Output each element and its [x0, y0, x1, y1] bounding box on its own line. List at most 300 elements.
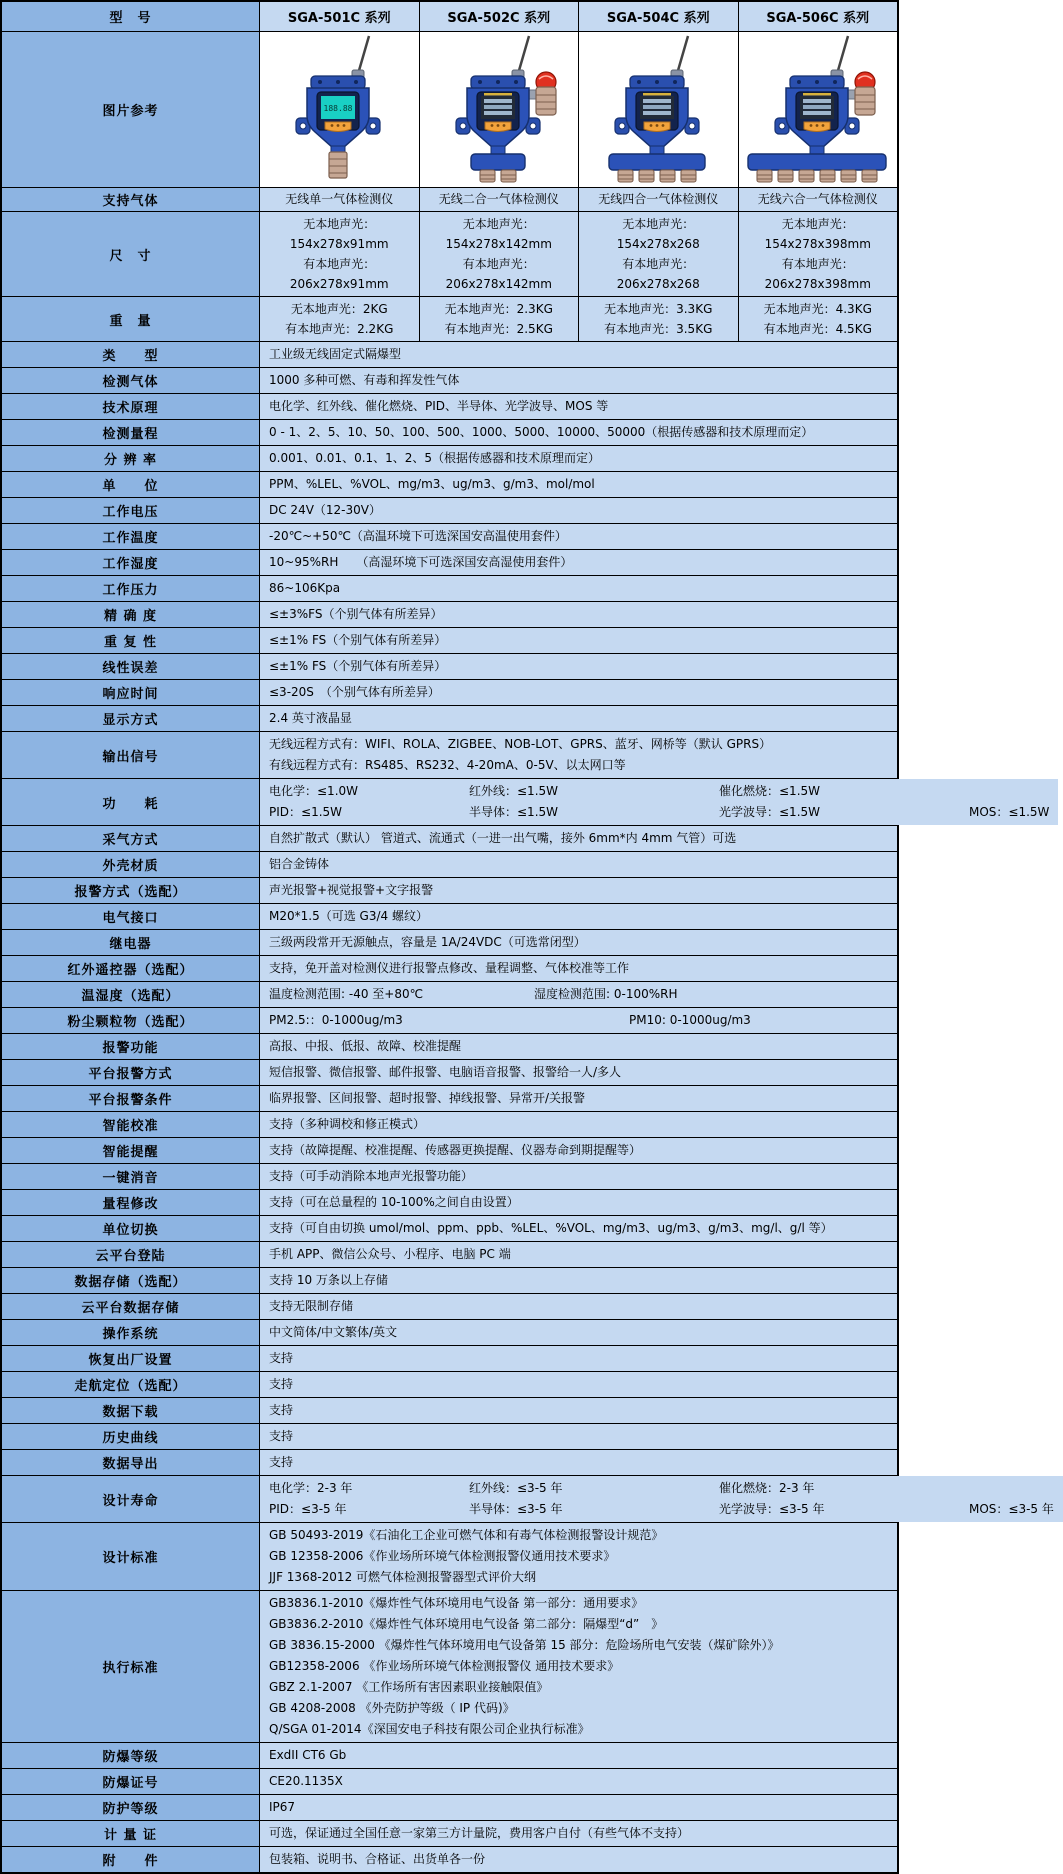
value-line [269, 1088, 888, 1109]
row-value-cell [260, 1523, 897, 1590]
row-value [260, 472, 897, 497]
value-line [269, 1593, 888, 1614]
value-segment: 电化学、红外线、催化燃烧、PID、半导体、光学波导、MOS 等 [269, 399, 609, 413]
value-segment: GB 12358-2006《作业场所环境气体检测报警仪通用技术要求》 [269, 1549, 616, 1563]
row-label: 平台报警方式 [2, 1060, 260, 1085]
value-line [269, 1166, 888, 1187]
gas-value [579, 188, 739, 211]
spec-row [2, 498, 897, 524]
value-line [269, 630, 888, 651]
size-line: 无本地声光：154x278x142mm [445, 217, 552, 251]
spec-row [2, 1242, 897, 1268]
row-value-cell [260, 982, 897, 1007]
value-line [269, 828, 888, 849]
product-image-sga506c [739, 32, 898, 187]
model-header-sga501c: SGA-501C 系列 [260, 2, 420, 31]
value-line [269, 552, 888, 573]
row-label: 显示方式 [2, 706, 260, 731]
row-value-cell [260, 956, 897, 981]
row-value [260, 982, 897, 1007]
value-segment: 10~95%RH （高湿环境下可选深国安高湿使用套件） [269, 555, 573, 569]
value-line [269, 1567, 888, 1588]
spec-row [2, 826, 897, 852]
value-line [269, 1797, 888, 1818]
row-value-cell [260, 1216, 897, 1241]
row-value-cell [260, 1190, 897, 1215]
spec-row [2, 394, 897, 420]
row-label: 采气方式 [2, 826, 260, 851]
row-label: 恢复出厂设置 [2, 1346, 260, 1371]
row-value [260, 1320, 897, 1345]
row-value-cell [260, 628, 897, 653]
row-value [260, 1476, 1063, 1522]
row-label: 工作湿度 [2, 550, 260, 575]
value-line [269, 1478, 1054, 1499]
row-label: 外壳材质 [2, 852, 260, 877]
value-segment: 光学波导：≤3-5 年 [719, 1502, 825, 1516]
row-label: 智能提醒 [2, 1138, 260, 1163]
spec-row [2, 1112, 897, 1138]
spec-row [2, 706, 897, 732]
weight-line: 有本地声光：4.5KG [763, 322, 872, 336]
value-line [269, 1296, 888, 1317]
row-value [260, 1112, 897, 1137]
value-line [269, 1374, 888, 1395]
weight-value [260, 297, 420, 341]
row-value [260, 420, 897, 445]
value-segment: ≤±1% FS（个别气体有所差异） [269, 659, 447, 673]
value-line [269, 906, 888, 927]
spec-row [2, 1034, 897, 1060]
value-line [269, 1062, 888, 1083]
row-label: 附 件 [2, 1847, 260, 1872]
product-image-sga504c [579, 32, 739, 187]
row-label: 检测气体 [2, 368, 260, 393]
row-value [260, 342, 897, 367]
row-label: 走航定位（选配） [2, 1372, 260, 1397]
value-segment: 红外线：≤3-5 年 [469, 1481, 563, 1495]
value-line [269, 958, 888, 979]
spec-row [2, 1346, 897, 1372]
row-label: 设计标准 [2, 1523, 260, 1590]
value-segment: 支持（可自由切换 umol/mol、ppm、ppb、%LEL、%VOL、mg/m3、ug/m3、g/m3、mg/l、g/l 等） [269, 1221, 833, 1235]
spec-row [2, 1086, 897, 1112]
row-value [260, 1164, 897, 1189]
value-line [269, 1036, 888, 1057]
row-value-cell [260, 1320, 897, 1345]
value-segment: GBZ 2.1-2007 《工作场所有害因素职业接触限值》 [269, 1680, 549, 1694]
value-segment: 支持（可在总量程的 10-100%之间自由设置） [269, 1195, 519, 1209]
row-label: 支持气体 [2, 188, 260, 211]
row-value [260, 1086, 897, 1111]
row-value [260, 576, 897, 601]
value-segment: Q/SGA 01-2014《深国安电子科技有限公司企业执行标准》 [269, 1722, 590, 1736]
value-segment: 无线远程方式有：WIFI、ROLA、ZIGBEE、NOB-LOT、GPRS、蓝牙、网桥等（默认 GPRS） [269, 737, 772, 751]
row-value-cell [260, 472, 897, 497]
row-label: 一键消音 [2, 1164, 260, 1189]
value-segment: 有线远程方式有：RS485、RS232、4-20mA、0-5V、以太网口等 [269, 758, 626, 772]
value-segment: 支持 [269, 1455, 294, 1469]
row-value [260, 826, 897, 851]
row-value [260, 1847, 897, 1872]
row-value-cell [260, 1346, 897, 1371]
value-segment: 支持（多种调校和修正模式） [269, 1117, 426, 1131]
size-value [739, 212, 898, 296]
spec-row [2, 524, 897, 550]
size-line: 无本地声光：154x278x91mm [289, 217, 389, 251]
value-segment: M20*1.5（可选 G3/4 螺纹） [269, 909, 428, 923]
spec-row [2, 1847, 897, 1872]
row-value [260, 1216, 897, 1241]
spec-row [2, 576, 897, 602]
spec-row [2, 1591, 897, 1743]
spec-row [2, 732, 897, 779]
row-value-cell [260, 930, 897, 955]
row-label: 响应时间 [2, 680, 260, 705]
model-header-sga506c: SGA-506C 系列 [739, 2, 898, 31]
row-value [260, 1242, 897, 1267]
value-line [269, 396, 888, 417]
value-line [269, 370, 888, 391]
value-segment: 中文简体/中文繁体/英文 [269, 1325, 398, 1339]
row-value [260, 680, 897, 705]
row-value [260, 1523, 897, 1590]
row-value [260, 1060, 897, 1085]
value-segment: 86~106Kpa [269, 581, 341, 595]
spec-row [2, 1268, 897, 1294]
row-value [260, 779, 1058, 825]
row-value [260, 368, 897, 393]
row-value-cell [260, 1086, 897, 1111]
value-line [269, 1426, 888, 1447]
row-value [260, 1294, 897, 1319]
row-value [260, 732, 897, 778]
row-value-cell [260, 550, 897, 575]
value-segment: 光学波导：≤1.5W [719, 805, 821, 819]
size-line: 有本地声光：206x278x91mm [289, 257, 389, 291]
row-value-cell [260, 602, 897, 627]
value-line [269, 880, 888, 901]
value-segment: 临界报警、区间报警、超时报警、掉线报警、异常开/关报警 [269, 1091, 586, 1105]
row-value-cell [260, 1294, 897, 1319]
value-segment: 湿度检测范围: 0-100%RH [534, 987, 678, 1001]
svg-text:188.88: 188.88 [323, 104, 353, 113]
row-value [260, 1795, 897, 1820]
value-line [269, 1192, 888, 1213]
value-line [269, 1849, 888, 1870]
table-header-row [2, 2, 897, 32]
row-label: 云平台数据存储 [2, 1294, 260, 1319]
value-segment: ExdII CT6 Gb [269, 1748, 347, 1762]
row-label: 输出信号 [2, 732, 260, 778]
value-segment: GB 4208-2008 《外壳防护等级（ IP 代码)》 [269, 1701, 515, 1715]
row-value [260, 956, 897, 981]
value-line [269, 578, 888, 599]
row-label: 粉尘颗粒物（选配） [2, 1008, 260, 1033]
row-value [260, 1591, 897, 1742]
value-line [269, 1114, 888, 1135]
row-label: 报警功能 [2, 1034, 260, 1059]
value-segment: PM10: 0-1000ug/m3 [629, 1013, 751, 1027]
value-segment: 支持 [269, 1403, 294, 1417]
row-value [260, 1268, 897, 1293]
value-line [269, 1140, 888, 1161]
spec-row [2, 1821, 897, 1847]
size-line: 有本地声光：206x278x142mm [445, 257, 552, 291]
spec-row [2, 1795, 897, 1821]
row-value [260, 1821, 897, 1846]
gas-value [260, 188, 420, 211]
value-segment: PID：≤3-5 年 [269, 1502, 347, 1516]
row-value-cell [260, 1795, 897, 1820]
row-label: 图片参考 [2, 32, 260, 187]
value-segment: 短信报警、微信报警、邮件报警、电脑语音报警、报警给一人/多人 [269, 1065, 622, 1079]
value-segment: 催化燃烧：2-3 年 [719, 1481, 815, 1495]
row-value [260, 1450, 897, 1475]
row-label: 报警方式（选配） [2, 878, 260, 903]
spec-row [2, 956, 897, 982]
row-label: 量程修改 [2, 1190, 260, 1215]
gas-value-text: 无线单一气体检测仪 [285, 192, 394, 206]
value-line [269, 1322, 888, 1343]
row-value-cell [260, 1424, 897, 1449]
row-value [260, 628, 897, 653]
row-value-cell [260, 342, 897, 367]
supported-gas-row [2, 188, 897, 212]
size-line: 有本地声光：206x278x398mm [764, 257, 871, 291]
row-value-cell [260, 1112, 897, 1137]
row-value [260, 550, 897, 575]
value-line [269, 932, 888, 953]
spec-row [2, 1424, 897, 1450]
value-segment: MOS：≤3-5 年 [969, 1502, 1054, 1516]
value-line [269, 1348, 888, 1369]
row-label: 防爆证号 [2, 1769, 260, 1794]
value-line [269, 1656, 888, 1677]
spec-row [2, 1060, 897, 1086]
row-value-cell [260, 1242, 897, 1267]
gas-detector-icon [420, 32, 578, 187]
row-value [260, 1372, 897, 1397]
weight-line: 有本地声光：3.5KG [604, 322, 713, 336]
value-segment: -20℃~+50℃（高温环境下可选深国安高温使用套件） [269, 529, 567, 543]
value-segment: 高报、中报、低报、故障、校准提醒 [269, 1039, 462, 1053]
spec-row [2, 1320, 897, 1346]
spec-row [2, 930, 897, 956]
value-line [269, 1270, 888, 1291]
row-label: 云平台登陆 [2, 1242, 260, 1267]
value-segment: PM2.5:：0-1000ug/m3 [269, 1013, 403, 1027]
value-segment: 支持 [269, 1377, 294, 1391]
row-value [260, 498, 897, 523]
value-line [269, 474, 888, 495]
row-value [260, 394, 897, 419]
value-line [269, 984, 888, 1005]
row-value [260, 878, 897, 903]
value-segment: 0 - 1、2、5、10、50、100、500、1000、5000、10000、50000（根据传感器和技术原理而定） [269, 425, 814, 439]
value-segment: 半导体：≤1.5W [469, 805, 559, 819]
row-label: 电气接口 [2, 904, 260, 929]
weight-line: 有本地声光：2.5KG [444, 322, 553, 336]
row-label: 工作温度 [2, 524, 260, 549]
value-segment: 2.4 英寸液晶显 [269, 711, 352, 725]
value-line [269, 1546, 888, 1567]
value-line [269, 755, 888, 776]
gas-value [420, 188, 580, 211]
row-value [260, 1190, 897, 1215]
row-label: 防护等级 [2, 1795, 260, 1820]
row-value-cell [260, 1060, 897, 1085]
row-value-cell [260, 1769, 897, 1794]
value-line [269, 1677, 888, 1698]
value-segment: MOS：≤1.5W [969, 805, 1050, 819]
spec-row [2, 654, 897, 680]
value-segment: 铝合金铸体 [269, 857, 330, 871]
value-segment: 催化燃烧：≤1.5W [719, 784, 821, 798]
value-segment: 支持（可手动消除本地声光报警功能） [269, 1169, 474, 1183]
row-label: 单位切换 [2, 1216, 260, 1241]
value-segment: IP67 [269, 1800, 296, 1814]
row-label: 线性误差 [2, 654, 260, 679]
weight-line: 无本地声光：3.3KG [604, 302, 713, 316]
row-label: 精 确 度 [2, 602, 260, 627]
row-value [260, 706, 897, 731]
value-line [269, 656, 888, 677]
row-label: 工作电压 [2, 498, 260, 523]
value-segment: PPM、%LEL、%VOL、mg/m3、ug/m3、g/m3、mol/mol [269, 477, 595, 491]
weight-line: 无本地声光：2KG [290, 302, 388, 316]
size-value [260, 212, 420, 296]
product-image-sga501c [260, 32, 420, 187]
row-value-cell [260, 1476, 1063, 1522]
size-row [2, 212, 897, 297]
model-header-sga502c: SGA-502C 系列 [420, 2, 580, 31]
row-label: 工作压力 [2, 576, 260, 601]
spec-row [2, 1476, 1054, 1523]
spec-row [2, 602, 897, 628]
value-segment: 支持（故障提醒、校准提醒、传感器更换提醒、仪器寿命到期提醒等） [269, 1143, 642, 1157]
value-line [269, 1635, 888, 1656]
row-value-cell [260, 1008, 897, 1033]
value-segment: ≤3-20S （个别气体有所差异） [269, 685, 440, 699]
spec-row [2, 1769, 897, 1795]
row-value-cell [260, 826, 897, 851]
row-value-cell [260, 1164, 897, 1189]
spec-row [2, 1138, 897, 1164]
weight-value [420, 297, 580, 341]
value-line [269, 708, 888, 729]
row-value-cell [260, 1138, 897, 1163]
row-value-cell [260, 852, 897, 877]
row-label: 红外遥控器（选配） [2, 956, 260, 981]
gas-value [739, 188, 898, 211]
row-label: 技术原理 [2, 394, 260, 419]
value-line [269, 781, 1049, 802]
row-label: 继电器 [2, 930, 260, 955]
row-value [260, 904, 897, 929]
row-label: 数据下载 [2, 1398, 260, 1423]
row-value [260, 1008, 897, 1033]
value-line [269, 1525, 888, 1546]
gas-value-text: 无线二合一气体检测仪 [438, 192, 559, 206]
value-segment: ≤±3%FS（个别气体有所差异） [269, 607, 443, 621]
value-segment: GB3836.2-2010《爆炸性气体环境用电气设备 第二部分：隔爆型“d” 》 [269, 1617, 664, 1631]
spec-row [2, 1190, 897, 1216]
size-value [420, 212, 580, 296]
value-line [269, 1244, 888, 1265]
size-line: 无本地声光：154x278x268 [616, 217, 700, 251]
row-value-cell [260, 654, 897, 679]
row-value [260, 1398, 897, 1423]
spec-row [2, 628, 897, 654]
row-label: 智能校准 [2, 1112, 260, 1137]
spec-row [2, 878, 897, 904]
weight-line: 无本地声光：4.3KG [763, 302, 872, 316]
row-value-cell [260, 1591, 897, 1742]
row-value [260, 852, 897, 877]
row-label: 数据存储（选配） [2, 1268, 260, 1293]
row-value [260, 654, 897, 679]
row-value-cell [260, 1847, 897, 1872]
value-segment: DC 24V（12-30V） [269, 503, 381, 517]
value-line [269, 1614, 888, 1635]
value-line [269, 344, 888, 365]
size-line: 无本地声光：154x278x398mm [764, 217, 871, 251]
value-segment: CE20.1135X [269, 1774, 343, 1788]
row-label: 设计寿命 [2, 1476, 260, 1522]
row-value-cell [260, 732, 897, 778]
spec-row [2, 1523, 897, 1591]
row-value-cell [260, 680, 897, 705]
value-segment: 红外线：≤1.5W [469, 784, 559, 798]
row-value [260, 602, 897, 627]
value-segment: 自然扩散式（默认） 管道式、流通式（一进一出气嘴，接外 6mm*内 4mm 气管）可选 [269, 831, 737, 845]
row-label: 功 耗 [2, 779, 260, 825]
spec-row [2, 1450, 897, 1476]
value-segment: GB12358-2006 《作业场所环境气体检测报警仪 通用技术要求》 [269, 1659, 620, 1673]
value-segment: 支持 10 万条以上存储 [269, 1273, 388, 1287]
spec-row [2, 904, 897, 930]
row-label: 分 辨 率 [2, 446, 260, 471]
value-segment: 支持 [269, 1351, 294, 1365]
spec-row [2, 779, 1050, 826]
spec-row [2, 1372, 897, 1398]
row-value [260, 524, 897, 549]
value-segment: 电化学：2-3 年 [269, 1481, 353, 1495]
spec-row [2, 1008, 897, 1034]
row-value-cell [260, 1450, 897, 1475]
row-label: 温湿度（选配） [2, 982, 260, 1007]
value-segment: ≤±1% FS（个别气体有所差异） [269, 633, 447, 647]
spec-rows-container [2, 342, 1054, 1872]
spec-row [2, 472, 897, 498]
weight-line: 有本地声光：2.2KG [285, 322, 394, 336]
weight-line: 无本地声光：2.3KG [444, 302, 553, 316]
value-segment: 工业级无线固定式隔爆型 [269, 347, 402, 361]
row-value [260, 1138, 897, 1163]
gas-detector-icon [739, 32, 897, 187]
size-line: 有本地声光：206x278x268 [616, 257, 700, 291]
value-segment: 电化学：≤1.0W [269, 784, 359, 798]
row-label: 平台报警条件 [2, 1086, 260, 1111]
spec-row [2, 982, 897, 1008]
row-value [260, 446, 897, 471]
row-label: 操作系统 [2, 1320, 260, 1345]
row-value-cell [260, 1398, 897, 1423]
row-value-cell [260, 524, 897, 549]
value-segment: GB 3836.15-2000 《爆炸性气体环境用电气设备第 15 部分：危险场所电气安装（煤矿除外）》 [269, 1638, 780, 1652]
value-segment: 可选，保证通过全国任意一家第三方计量院，费用客户自付（有些气体不支持） [269, 1826, 690, 1840]
